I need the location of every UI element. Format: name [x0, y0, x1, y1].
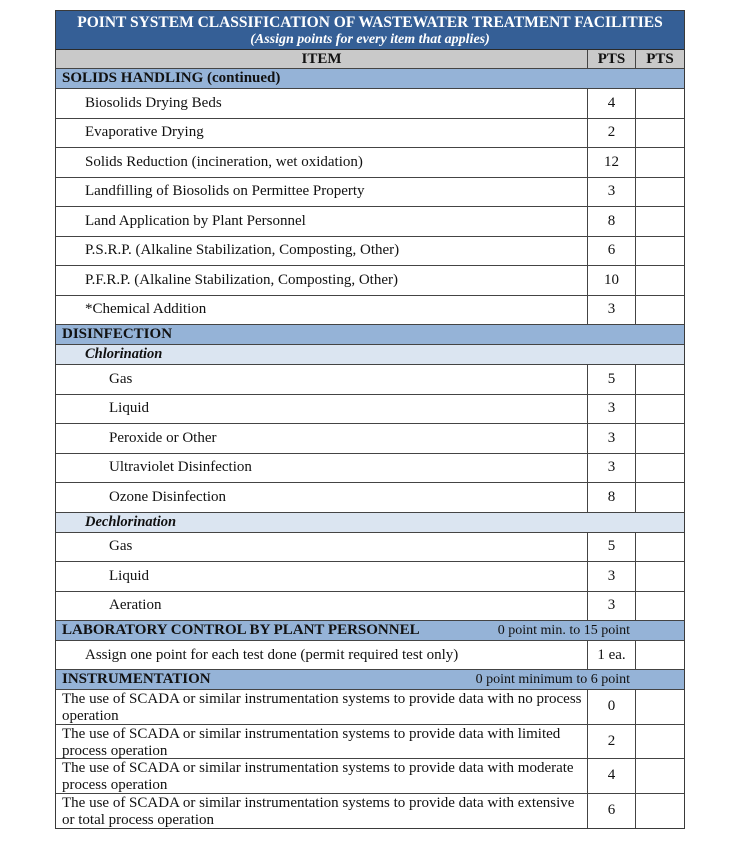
- assigned-points-cell[interactable]: [636, 266, 684, 295]
- table-row: [56, 148, 684, 178]
- item-points: 2: [588, 725, 636, 759]
- item-points: 5: [588, 533, 636, 562]
- table-row: [56, 207, 684, 237]
- table-row: [56, 641, 684, 670]
- subsection-chlorination: [56, 345, 684, 365]
- header-pts-2: PTS: [646, 50, 674, 67]
- section-instrumentation: [56, 670, 684, 690]
- assigned-points-cell[interactable]: [636, 148, 684, 177]
- item-points: 3: [588, 296, 636, 325]
- table-row: [56, 365, 684, 395]
- assigned-points-cell[interactable]: [636, 592, 684, 621]
- item-points: 3: [588, 424, 636, 453]
- assigned-points-cell[interactable]: [636, 483, 684, 512]
- table-row: [56, 89, 684, 119]
- item-label: Gas: [56, 365, 588, 394]
- table-row: [56, 237, 684, 267]
- table-row: [56, 395, 684, 425]
- section-disinfection: [56, 325, 684, 345]
- item-label: The use of SCADA or similar instrumentation systems to provide data with no process operation: [56, 690, 588, 724]
- assigned-points-cell[interactable]: [636, 207, 684, 236]
- assigned-points-cell[interactable]: [636, 395, 684, 424]
- table-title: [56, 11, 684, 50]
- assigned-points-cell[interactable]: [636, 725, 684, 759]
- item-points: 6: [588, 794, 636, 829]
- item-label: Solids Reduction (incineration, wet oxidation): [56, 148, 588, 177]
- item-label: Liquid: [56, 395, 588, 424]
- table-row: [56, 424, 684, 454]
- item-label: The use of SCADA or similar instrumentation systems to provide data with limited process operation: [56, 725, 588, 759]
- assigned-points-cell[interactable]: [636, 296, 684, 325]
- item-label: The use of SCADA or similar instrumentation systems to provide data with moderate process operation: [56, 759, 588, 793]
- section-point-range: 0 point minimum to 6 point: [475, 671, 630, 687]
- item-label: Evaporative Drying: [56, 119, 588, 148]
- item-label: Liquid: [56, 562, 588, 591]
- item-label: The use of SCADA or similar instrumentation systems to provide data with extensive or total process operation: [56, 794, 588, 829]
- assigned-points-cell[interactable]: [636, 794, 684, 829]
- table-row: [56, 178, 684, 208]
- assigned-points-cell[interactable]: [636, 759, 684, 793]
- item-points: 1 ea.: [588, 641, 636, 669]
- item-points: 0: [588, 690, 636, 724]
- table-row: [56, 483, 684, 513]
- item-label: Biosolids Drying Beds: [56, 89, 588, 118]
- table-row: [56, 119, 684, 149]
- table-row: [56, 533, 684, 563]
- header-item: ITEM: [56, 50, 588, 68]
- assigned-points-cell[interactable]: [636, 533, 684, 562]
- assigned-points-cell[interactable]: [636, 690, 684, 724]
- item-points: 3: [588, 592, 636, 621]
- table-row: [56, 592, 684, 622]
- assigned-points-cell[interactable]: [636, 178, 684, 207]
- assigned-points-cell[interactable]: [636, 89, 684, 118]
- table-row: [56, 562, 684, 592]
- item-points: 12: [588, 148, 636, 177]
- table-row: [56, 454, 684, 484]
- item-points: 10: [588, 266, 636, 295]
- item-points: 4: [588, 759, 636, 793]
- section-solids-handling: [56, 69, 684, 89]
- assigned-points-cell[interactable]: [636, 562, 684, 591]
- section-title: DISINFECTION: [62, 326, 173, 342]
- assigned-points-cell[interactable]: [636, 237, 684, 266]
- section-title: LABORATORY CONTROL BY PLANT PERSONNEL: [62, 622, 420, 638]
- classification-table: [55, 10, 685, 829]
- item-points: 2: [588, 119, 636, 148]
- item-label: Assign one point for each test done (permit required test only): [56, 641, 588, 669]
- column-header-row: [56, 50, 684, 69]
- assigned-points-cell[interactable]: [636, 424, 684, 453]
- item-points: 3: [588, 178, 636, 207]
- subsection-title: Dechlorination: [85, 513, 177, 530]
- item-label: Aeration: [56, 592, 588, 621]
- item-points: 3: [588, 395, 636, 424]
- table-row: [56, 725, 684, 760]
- item-label: Landfilling of Biosolids on Permittee Property: [56, 178, 588, 207]
- section-title: SOLIDS HANDLING (continued): [62, 70, 281, 86]
- item-label: Peroxide or Other: [56, 424, 588, 453]
- item-label: Ultraviolet Disinfection: [56, 454, 588, 483]
- assigned-points-cell[interactable]: [636, 641, 684, 669]
- table-row: [56, 690, 684, 725]
- table-row: [56, 794, 684, 829]
- item-points: 8: [588, 483, 636, 512]
- table-row: [56, 266, 684, 296]
- item-points: 5: [588, 365, 636, 394]
- section-title: INSTRUMENTATION: [62, 671, 211, 687]
- header-pts: PTS: [588, 50, 636, 68]
- assigned-points-cell[interactable]: [636, 454, 684, 483]
- assigned-points-cell[interactable]: [636, 365, 684, 394]
- item-label: P.F.R.P. (Alkaline Stabilization, Composting, Other): [56, 266, 588, 295]
- title-subtitle: (Assign points for every item that applies): [250, 32, 490, 47]
- section-laboratory-control: [56, 621, 684, 641]
- item-label: Gas: [56, 533, 588, 562]
- item-points: 8: [588, 207, 636, 236]
- table-row: [56, 296, 684, 326]
- title-main: POINT SYSTEM CLASSIFICATION OF WASTEWATER TREATMENT FACILITIES: [77, 14, 663, 31]
- item-label: P.S.R.P. (Alkaline Stabilization, Composting, Other): [56, 237, 588, 266]
- item-points: 3: [588, 562, 636, 591]
- assigned-points-cell[interactable]: [636, 119, 684, 148]
- item-points: 3: [588, 454, 636, 483]
- table-row: [56, 759, 684, 794]
- item-label: Ozone Disinfection: [56, 483, 588, 512]
- subsection-dechlorination: [56, 513, 684, 533]
- subsection-title: Chlorination: [85, 346, 163, 362]
- section-point-range: 0 point min. to 15 point: [497, 622, 630, 638]
- item-points: 4: [588, 89, 636, 118]
- item-label: Land Application by Plant Personnel: [56, 207, 588, 236]
- item-points: 6: [588, 237, 636, 266]
- item-label: *Chemical Addition: [56, 296, 588, 325]
